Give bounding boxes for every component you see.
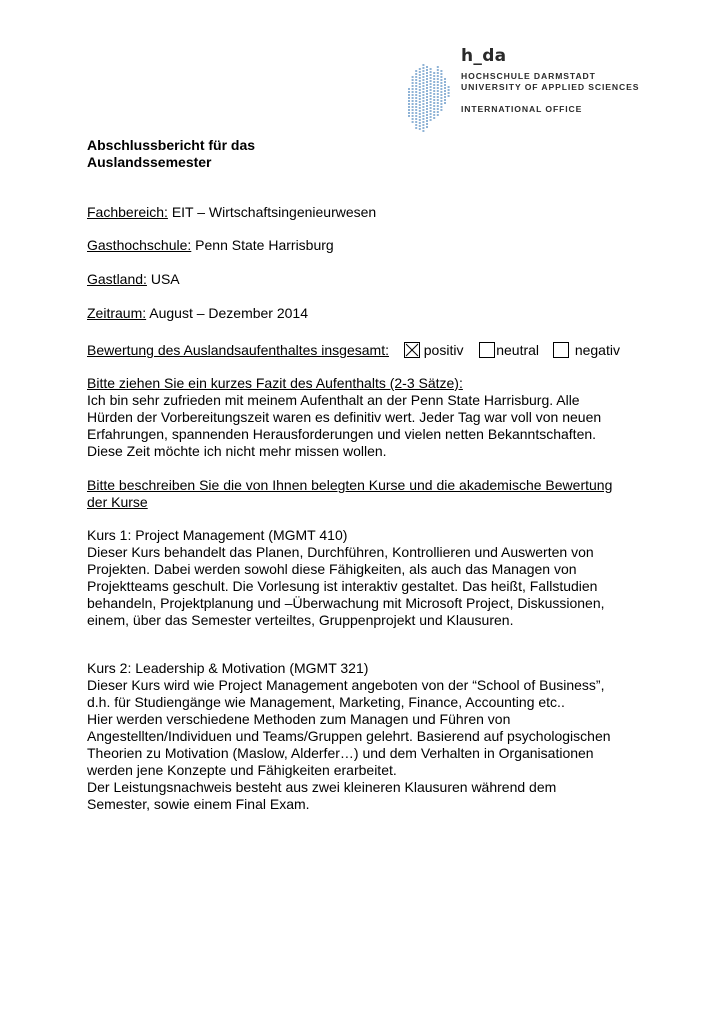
- kurs-2-line: Angestellten/Individuen und Teams/Gruppen gelehrt. Basierend auf psychologischen: [87, 728, 611, 744]
- rating-label: Bewertung des Auslandsaufenthaltes insgesamt:: [87, 342, 389, 358]
- kurs-2-line: Theorien zu Motivation (Maslow, Alderfer…) und dem Verhalten in Organisationen: [87, 745, 594, 761]
- kurs-1-line: behandeln, Projektplanung und –Überwachung mit Microsoft Project, Diskussionen,: [87, 595, 605, 611]
- field-label: Gasthochschule:: [87, 237, 192, 253]
- field-label: Zeitraum:: [87, 305, 147, 321]
- title-line-1: Abschlussbericht für das: [87, 137, 256, 153]
- kurs-1-title: Kurs 1: Project Management (MGMT 410): [87, 527, 348, 543]
- kurs-1-section: [87, 527, 647, 629]
- institution-line-2: UNIVERSITY OF APPLIED SCIENCES: [461, 82, 640, 92]
- rating-option-label: negativ: [574, 342, 620, 358]
- fazit-line: Erfahrungen, spannenden Herausforderungen und vielen netten Bekanntschaften.: [87, 426, 597, 442]
- title-line-2: Auslandssemester: [87, 154, 212, 170]
- kurs-2-section: [87, 660, 647, 813]
- field-value: EIT – Wirtschaftsingenieurwesen: [167, 204, 377, 220]
- brand-name: h_da: [461, 46, 507, 66]
- kurs-2-line: werden jene Konzepte und Fähigkeiten erarbeitet.: [87, 762, 397, 778]
- kurs-1-line: Dieser Kurs behandelt das Planen, Durchführen, Kontrollieren und Auswerten von: [87, 544, 594, 560]
- institution-line-1: HOCHSCHULE DARMSTADT: [461, 71, 596, 81]
- institution-header: [461, 46, 640, 114]
- kurs-1-line: einem, über das Semester verteiltes, Gruppenprojekt und Klausuren.: [87, 612, 514, 628]
- field-label: Fachbereich:: [87, 204, 168, 220]
- field-label: Gastland:: [87, 271, 147, 287]
- field-gastland: [87, 271, 180, 288]
- kurs-2-line: Hier werden verschiedene Methoden zum Managen und Führen von: [87, 711, 511, 727]
- fazit-line: Hürden der Vorbereitungszeit waren es definitiv wert. Jeder Tag war voll von neuen: [87, 409, 602, 425]
- field-zeitraum: [87, 305, 308, 322]
- kurs-1-line: Projekten. Dabei werden sowohl diese Fähigkeiten, als auch das Managen von: [87, 561, 577, 577]
- kurs-2-title: Kurs 2: Leadership & Motivation (MGMT 321): [87, 660, 369, 676]
- fazit-prompt: Bitte ziehen Sie ein kurzes Fazit des Aufenthalts (2-3 Sätze):: [87, 375, 463, 391]
- field-value: August – Dezember 2014: [146, 305, 309, 321]
- kurs-2-line: Semester, sowie einem Final Exam.: [87, 796, 310, 812]
- rating-row: [87, 339, 620, 359]
- rating-option-label: neutral: [496, 342, 540, 358]
- kurse-prompt-line-1: Bitte beschreiben Sie die von Ihnen belegten Kurse und die akademische Bewertung: [87, 477, 613, 493]
- kurse-prompt-line-2: der Kurse: [87, 494, 148, 510]
- hda-logo-icon: [404, 58, 452, 134]
- rating-checkbox-positiv[interactable]: [404, 342, 420, 358]
- kurse-prompt: [87, 477, 647, 511]
- field-value: USA: [146, 271, 180, 287]
- field-gasthochschule: [87, 237, 334, 254]
- kurs-2-line: d.h. für Studiengänge wie Management, Marketing, Finance, Accounting etc..: [87, 694, 565, 710]
- kurs-2-line: Dieser Kurs wird wie Project Management angeboten von der “School of Business”,: [87, 677, 605, 693]
- rating-checkbox-neutral[interactable]: [479, 342, 495, 358]
- fazit-line: Ich bin sehr zufrieden mit meinem Aufenthalt an der Penn State Harrisburg. Alle: [87, 392, 580, 408]
- rating-option-label: positiv: [423, 342, 464, 358]
- field-value: Penn State Harrisburg: [191, 237, 334, 253]
- fazit-section: [87, 375, 647, 460]
- kurs-1-line: Projektteams geschult. Die Vorlesung ist interaktiv gestaltet. Das heißt, Fallstudien: [87, 578, 598, 594]
- fazit-line: Diese Zeit möchte ich nicht mehr missen wollen.: [87, 443, 387, 459]
- field-fachbereich: [87, 204, 376, 221]
- department-line: INTERNATIONAL OFFICE: [461, 104, 583, 114]
- kurs-2-line: Der Leistungsnachweis besteht aus zwei kleineren Klausuren während dem: [87, 779, 557, 795]
- report-title: [87, 137, 387, 171]
- rating-checkbox-negativ[interactable]: [553, 342, 569, 358]
